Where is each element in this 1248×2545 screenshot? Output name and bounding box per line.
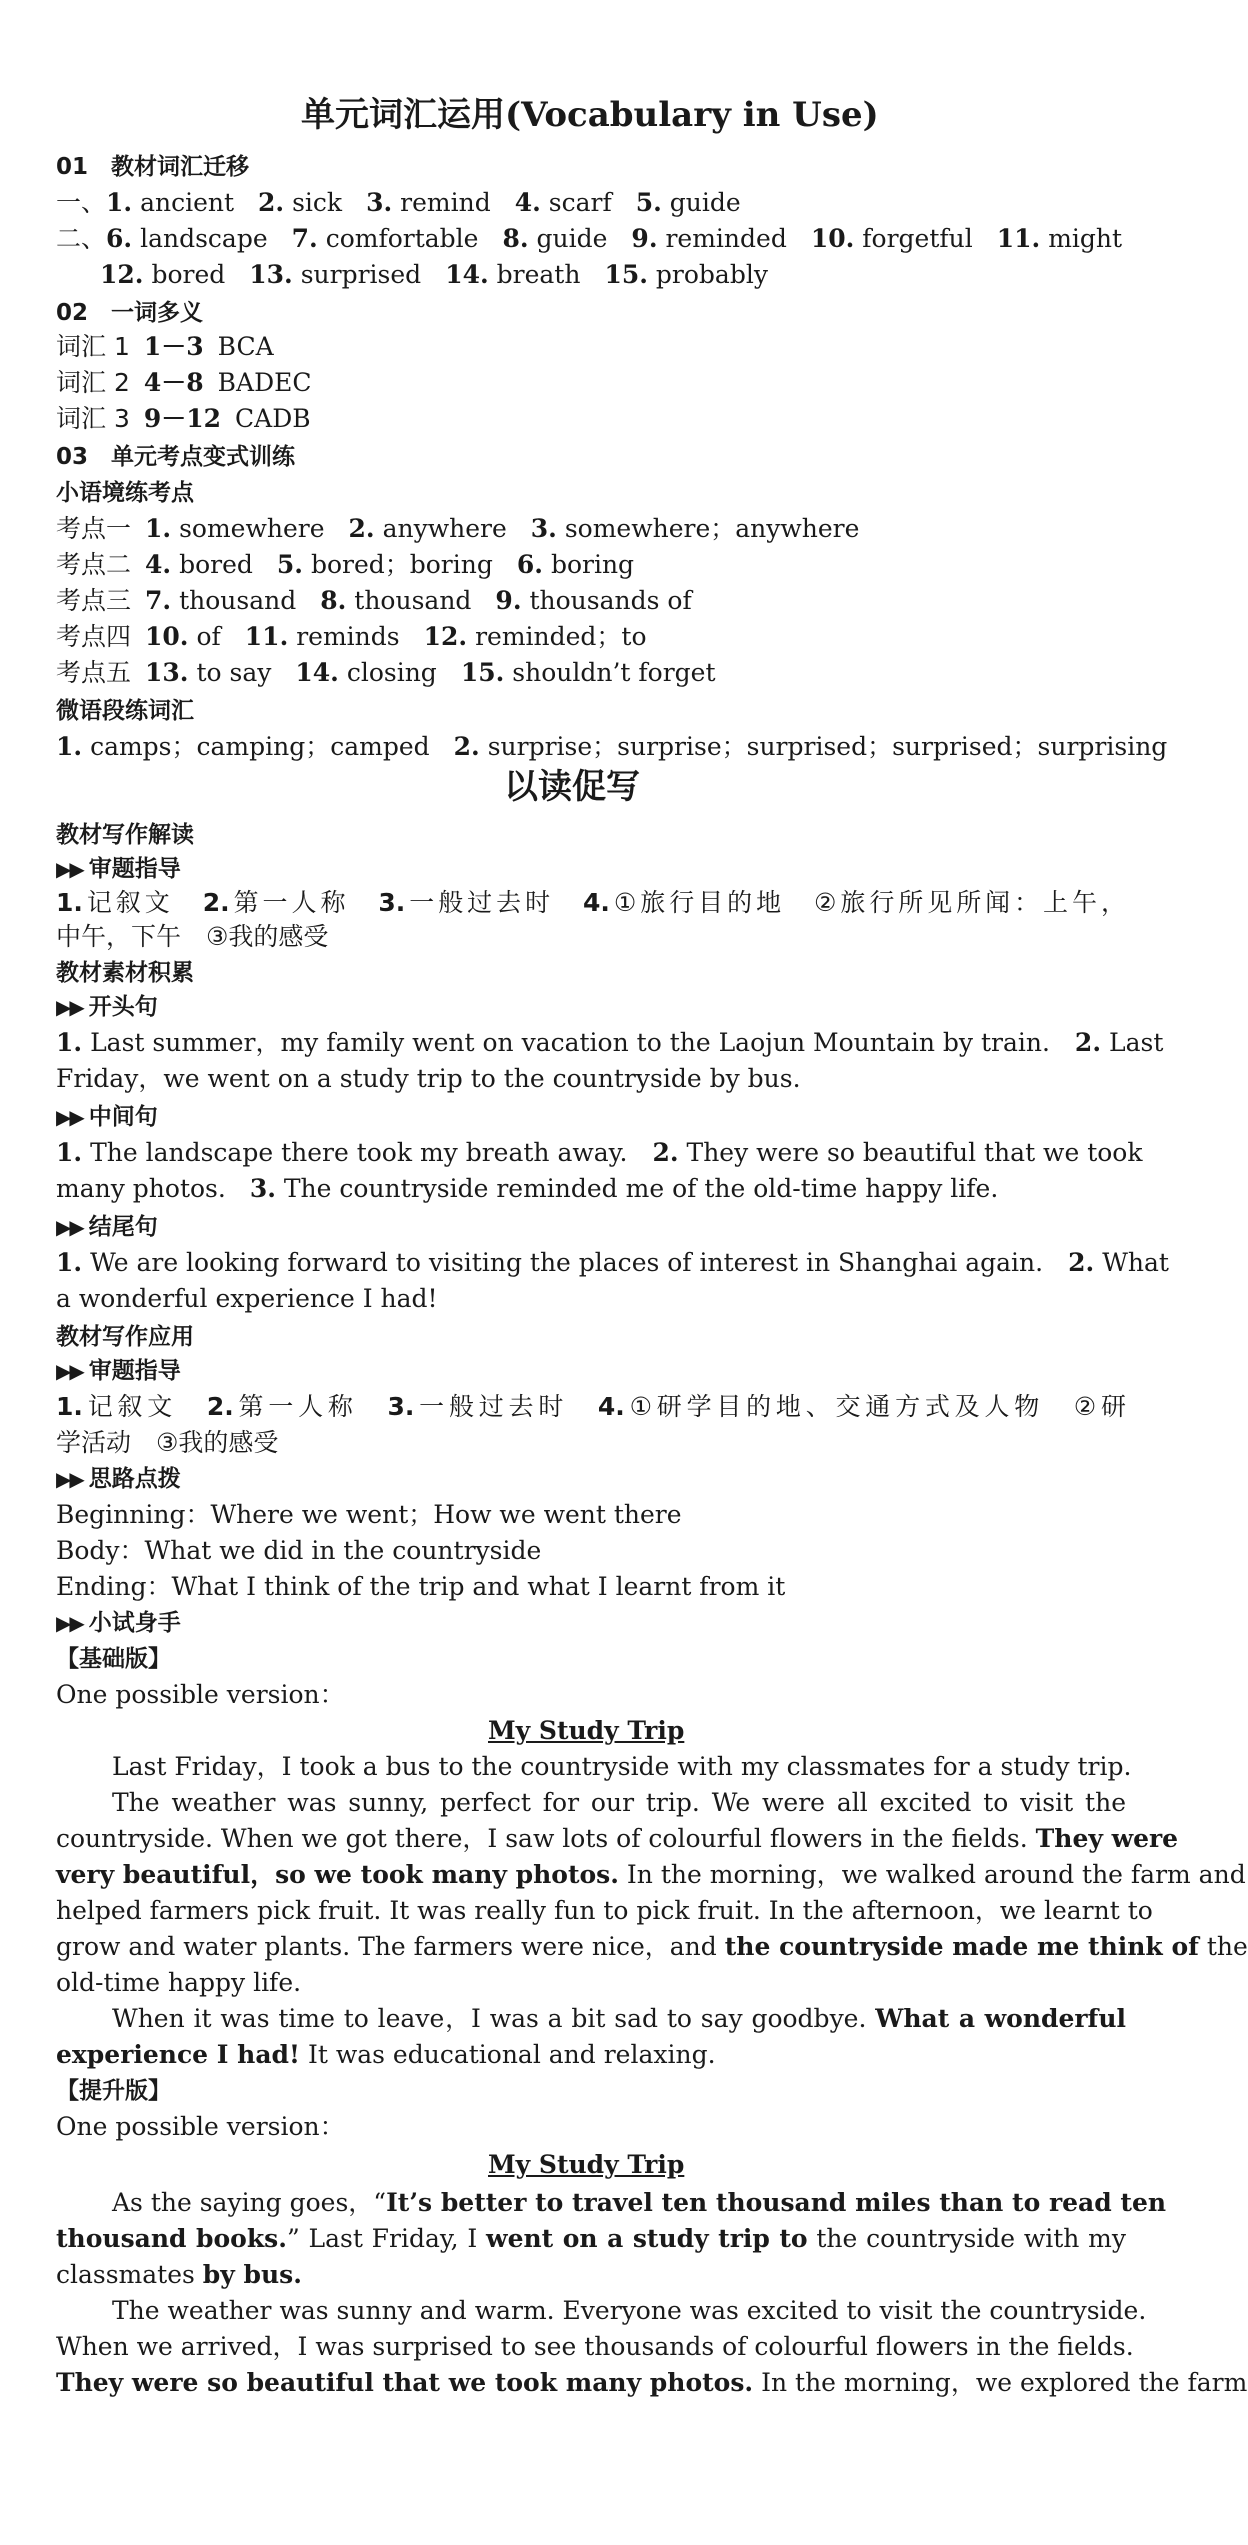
item-answer: landscape	[140, 224, 268, 253]
basic-p2-l3	[56, 1858, 1246, 1892]
sentence: The countryside reminded me of the old-time happy life.	[283, 1174, 999, 1203]
item-num: 1.	[56, 1248, 83, 1277]
multi-answer: BADEC	[217, 368, 312, 397]
item-text: 记叙文	[82, 888, 174, 917]
adv-p1-l2	[56, 2222, 1126, 2256]
possible-version-1: One possible version：	[56, 1680, 345, 1709]
basic-version-label: 【基础版】	[56, 1646, 171, 1672]
basic-p2-l4: helped farmers pick fruit. It was really fun to pick fruit. In the afternoon，we learnt to	[56, 1896, 1153, 1925]
item-answer: thousands of	[529, 586, 692, 615]
point-label: 考点二	[56, 550, 132, 579]
item-num: 2.	[453, 732, 480, 761]
multi-answer: BCA	[217, 332, 274, 361]
open-label: 开头句	[88, 994, 158, 1020]
story-title-advanced: My Study Trip	[488, 2150, 685, 2179]
advanced-version-label: 【提升版】	[56, 2078, 171, 2104]
subheading-micro: 微语段练词汇	[56, 698, 194, 724]
item-answer: surprised	[300, 260, 422, 289]
item-text: 记叙文	[82, 1392, 178, 1421]
item-num: 4.	[514, 188, 541, 217]
sentence: It was educational and relaxing.	[307, 2040, 716, 2069]
item-answer: surprise；surprise；surprised；surprised；surprising	[487, 732, 1168, 761]
sentence: ” Last Friday, I	[286, 2224, 478, 2253]
item-answer: of	[196, 622, 221, 651]
item-num: 2.	[652, 1138, 679, 1167]
sentence: They were so beautiful that we took	[686, 1138, 1143, 1167]
row-label: 一、	[56, 188, 107, 217]
item-num: 5.	[276, 550, 303, 579]
bold-phrase: It’s better to travel ten thousand miles than to read ten	[386, 2188, 1167, 2217]
multi-range: 9－12	[143, 404, 222, 433]
item-num: 1.	[56, 732, 83, 761]
triangle-marker-icon: ▶▶	[56, 1611, 83, 1635]
item-answer: sick	[292, 188, 343, 217]
writing-title: 以读促写	[504, 767, 640, 807]
triangle-marker-icon: ▶▶	[56, 1215, 83, 1239]
bold-phrase: very beautiful，so we took many photos.	[56, 1860, 619, 1889]
item-answer: probably	[655, 260, 768, 289]
item-num: 6.	[106, 224, 133, 253]
item-text: ①旅行目的地 ②旅行所见所闻：上午，	[609, 888, 1126, 917]
item-answer: bored；boring	[310, 550, 493, 579]
item-num: 2.	[258, 188, 285, 217]
item-num: 2.	[206, 1392, 234, 1421]
bold-phrase: went on a study trip to	[486, 2224, 808, 2253]
sentence: The landscape there took my breath away.	[90, 1138, 628, 1167]
item-answer: reminded；to	[475, 622, 647, 651]
item-num: 4.	[597, 1392, 625, 1421]
item-text: 一般过去时	[414, 1392, 569, 1421]
multi-row-3	[56, 402, 311, 436]
point-label: 考点四	[56, 622, 132, 651]
try-heading	[56, 1606, 181, 1640]
try-label: 小试身手	[88, 1610, 181, 1636]
basic-p1: Last Friday，I took a bus to the countryside with my classmates for a study trip.	[112, 1752, 1132, 1781]
item-num: 15.	[460, 658, 505, 687]
item-answer: bored	[151, 260, 226, 289]
micro-row	[56, 730, 1167, 764]
item-answer: closing	[346, 658, 437, 687]
item-num: 6.	[516, 550, 543, 579]
item-num: 3.	[378, 888, 406, 917]
bold-phrase: They were	[1035, 1824, 1179, 1853]
multi-row-1	[56, 330, 274, 364]
item-answer: reminds	[296, 622, 400, 651]
item-num: 15.	[604, 260, 648, 289]
item-num: 12.	[423, 622, 468, 651]
item-num: 4.	[583, 888, 610, 917]
mid-line1	[56, 1136, 1143, 1170]
item-num: 13.	[249, 260, 293, 289]
sentence: When it was time to leave，I was a bit sad to say goodbye.	[112, 2004, 867, 2033]
idea-beginning: Beginning：Where we went；How we went there	[56, 1500, 682, 1529]
accum-heading: 教材素材积累	[56, 960, 194, 986]
item-answer: guide	[536, 224, 608, 253]
item-num: 7.	[291, 224, 318, 253]
basic-p3-l2	[56, 2038, 716, 2072]
item-num: 2.	[348, 514, 375, 543]
item-num: 11.	[244, 622, 289, 651]
bold-phrase: experience I had!	[56, 2040, 301, 2069]
sentence: What	[1102, 1248, 1169, 1277]
bold-phrase: by bus.	[202, 2260, 302, 2289]
multi-label: 词汇 3	[56, 404, 130, 433]
sentence: Last	[1108, 1028, 1164, 1057]
guide2-line1	[56, 1390, 1126, 1424]
sentence: grow and water plants. The farmers were nice，and	[56, 1932, 717, 1961]
item-text: 第一人称	[229, 888, 350, 917]
item-num: 8.	[320, 586, 347, 615]
item-num: 8.	[502, 224, 529, 253]
item-num: 10.	[810, 224, 855, 253]
mid-heading	[56, 1100, 158, 1134]
section-03-heading: 03 单元考点变式训练	[56, 444, 296, 470]
item-num: 9.	[495, 586, 522, 615]
item-num: 1.	[56, 1392, 83, 1421]
guide2-heading	[56, 1354, 181, 1388]
triangle-marker-icon: ▶▶	[56, 1467, 83, 1491]
triangle-marker-icon: ▶▶	[56, 995, 83, 1019]
guide1-heading	[56, 852, 181, 886]
adv-p2-l3	[56, 2366, 1248, 2400]
item-answer: boring	[550, 550, 635, 579]
bold-phrase: They were so beautiful that we took many photos.	[56, 2368, 754, 2397]
sentence: In the morning，we walked around the farm and	[626, 1860, 1246, 1889]
item-answer: reminded	[665, 224, 787, 253]
point-row-2	[56, 548, 634, 582]
story-title-basic: My Study Trip	[488, 1716, 685, 1745]
point-label: 考点三	[56, 586, 132, 615]
item-num: 13.	[145, 658, 189, 687]
item-answer: scarf	[548, 188, 612, 217]
item-text: 第一人称	[233, 1392, 358, 1421]
end-heading	[56, 1210, 158, 1244]
sentence: many photos.	[56, 1174, 226, 1203]
mid-label: 中间句	[88, 1104, 158, 1130]
multi-range: 1－3	[143, 332, 204, 361]
item-num: 4.	[145, 550, 172, 579]
item-answer: thousand	[354, 586, 472, 615]
part2-heading: 教材写作应用	[56, 1324, 194, 1350]
item-num: 1.	[145, 514, 172, 543]
item-answer: guide	[669, 188, 741, 217]
sentence: countryside. When we got there，I saw lots of colourful flowers in the fields.	[56, 1824, 1028, 1853]
end-label: 结尾句	[88, 1214, 158, 1240]
item-answer: camps；camping；camped	[90, 732, 430, 761]
item-answer: to say	[196, 658, 272, 687]
item-answer: comfortable	[325, 224, 479, 253]
sentence: the countryside with my	[816, 2224, 1127, 2253]
point-label: 考点五	[56, 658, 132, 687]
sentence: classmates	[56, 2260, 195, 2289]
item-answer: ancient	[140, 188, 235, 217]
item-num: 9.	[631, 224, 658, 253]
open-heading	[56, 990, 158, 1024]
item-answer: anywhere	[382, 514, 507, 543]
answer-row-yi	[56, 186, 741, 220]
item-text: 一般过去时	[405, 888, 555, 917]
point-row-1	[56, 512, 859, 546]
idea-body: Body：What we did in the countryside	[56, 1536, 542, 1565]
item-num: 1.	[106, 188, 133, 217]
item-num: 1.	[56, 888, 83, 917]
guide2-line2: 学活动 ③我的感受	[56, 1428, 279, 1457]
vocab-title: 单元词汇运用(Vocabulary in Use)	[301, 95, 879, 135]
item-num: 5.	[635, 188, 662, 217]
multi-range: 4－8	[143, 368, 204, 397]
mid-line2	[56, 1172, 998, 1206]
answer-row-er	[56, 222, 1122, 256]
possible-version-2: One possible version：	[56, 2112, 345, 2141]
part1-heading: 教材写作解读	[56, 822, 194, 848]
multi-answer: CADB	[235, 404, 311, 433]
point-row-3	[56, 584, 692, 618]
item-num: 2.	[1074, 1028, 1102, 1057]
item-num: 3.	[249, 1174, 276, 1203]
basic-p2-l6: old-time happy life.	[56, 1968, 302, 1997]
item-num: 2.	[202, 888, 230, 917]
open-line2: Friday，we went on a study trip to the countryside by bus.	[56, 1064, 801, 1093]
sentence: Last summer，my family went on vacation to the Laojun Mountain by train.	[90, 1028, 1050, 1057]
point-label: 考点一	[56, 514, 132, 543]
subheading-context: 小语境练考点	[56, 480, 194, 506]
item-num: 12.	[100, 260, 144, 289]
bold-phrase: thousand books.	[56, 2224, 287, 2253]
sentence: As the saying goes，“	[112, 2188, 387, 2217]
end-line1	[56, 1246, 1169, 1280]
item-num: 14.	[445, 260, 489, 289]
sentence: In the morning，we explored the farm	[761, 2368, 1248, 2397]
multi-label: 词汇 1	[56, 332, 130, 361]
sentence: the	[1206, 1932, 1248, 1961]
item-num: 7.	[145, 586, 172, 615]
item-answer: thousand	[179, 586, 297, 615]
item-answer: bored	[179, 550, 253, 579]
basic-p2-l5	[56, 1930, 1248, 1964]
idea-heading	[56, 1462, 181, 1496]
item-num: 3.	[530, 514, 557, 543]
guide1-line1	[56, 886, 1126, 920]
item-num: 10.	[145, 622, 189, 651]
item-num: 11.	[996, 224, 1041, 253]
multi-row-2	[56, 366, 312, 400]
item-answer: might	[1048, 224, 1123, 253]
item-answer: remind	[400, 188, 491, 217]
idea-ending: Ending：What I think of the trip and what I learnt from it	[56, 1572, 786, 1601]
item-answer: somewhere；anywhere	[564, 514, 860, 543]
item-answer: somewhere	[179, 514, 325, 543]
item-num: 14.	[295, 658, 339, 687]
row-label: 二、	[56, 224, 107, 253]
item-answer: breath	[496, 260, 581, 289]
sentence: We are looking forward to visiting the places of interest in Shanghai again.	[90, 1248, 1044, 1277]
basic-p3-l1	[112, 2002, 1126, 2036]
adv-p1-l3	[56, 2258, 302, 2292]
adv-p2-l1: The weather was sunny and warm. Everyone was excited to visit the countryside.	[112, 2296, 1147, 2325]
adv-p1-l1	[112, 2186, 1167, 2220]
end-line2: a wonderful experience I had!	[56, 1284, 438, 1313]
guide2-label: 审题指导	[88, 1358, 181, 1384]
triangle-marker-icon: ▶▶	[56, 1105, 83, 1129]
section-01-heading: 01 教材词汇迁移	[56, 154, 250, 180]
item-num: 3.	[387, 1392, 415, 1421]
item-num: 1.	[56, 1028, 83, 1057]
multi-label: 词汇 2	[56, 368, 130, 397]
item-answer: forgetful	[862, 224, 973, 253]
triangle-marker-icon: ▶▶	[56, 1359, 83, 1383]
point-row-5	[56, 656, 716, 690]
item-num: 2.	[1068, 1248, 1095, 1277]
basic-p2-l2	[56, 1822, 1179, 1856]
open-line1	[56, 1026, 1164, 1060]
guide1-line2: 中午，下午 ③我的感受	[56, 922, 329, 951]
item-answer: shouldn’t forget	[512, 658, 716, 687]
item-num: 3.	[366, 188, 393, 217]
bold-phrase: the countryside made me think of	[724, 1932, 1199, 1961]
answer-row-er-cont	[100, 258, 768, 292]
point-row-4	[56, 620, 647, 654]
adv-p2-l2: When we arrived，I was surprised to see thousands of colourful flowers in the fields.	[56, 2332, 1134, 2361]
item-text: ①研学目的地、交通方式及人物 ②研	[624, 1392, 1126, 1421]
idea-label: 思路点拨	[88, 1466, 181, 1492]
guide1-label: 审题指导	[88, 856, 181, 882]
item-num: 1.	[56, 1138, 83, 1167]
bold-phrase: What a wonderful	[875, 2004, 1126, 2033]
triangle-marker-icon: ▶▶	[56, 857, 83, 881]
section-02-heading: 02 一词多义	[56, 300, 204, 326]
basic-p2-l1: The weather was sunny, perfect for our trip. We were all excited to visit the	[112, 1788, 1126, 1817]
